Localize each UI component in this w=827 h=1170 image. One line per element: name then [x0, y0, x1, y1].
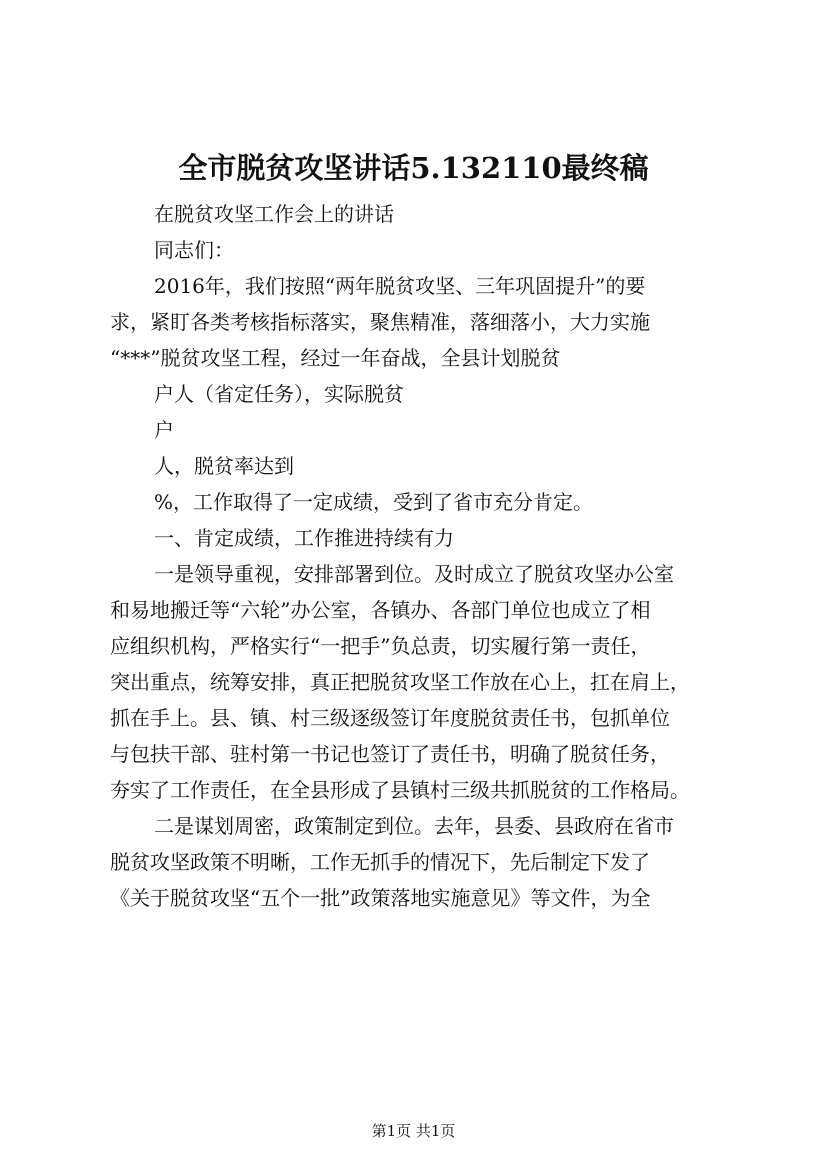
body-line: 夯实了工作责任，在全县形成了县镇村三级共抓脱贫的工作格局。 — [110, 778, 690, 802]
body-line: %，工作取得了一定成绩，受到了省市充分肯定。 — [154, 490, 594, 514]
body-line: 2016年，我们按照“两年脱贫攻坚、三年巩固提升”的要 — [154, 274, 646, 298]
body-line: 应组织机构，严格实行“一把手”负总责，切实履行第一责任， — [110, 634, 651, 658]
body-line: 《关于脱贫攻坚“五个一批”政策落地实施意见》等文件，为全 — [110, 886, 651, 910]
body-line: 与包扶干部、驻村第一书记也签订了责任书，明确了脱贫任务， — [110, 742, 670, 766]
body-line: 在脱贫攻坚工作会上的讲话 — [154, 202, 394, 226]
body-line: 一、肯定成绩，工作推进持续有力 — [154, 526, 454, 550]
page-footer: 第1页 共1页 — [371, 1122, 456, 1140]
body-line: “***”脱贫攻坚工程，经过一年奋战，全县计划脱贫 — [110, 346, 561, 370]
body-line: 二是谋划周密，政策制定到位。去年，县委、县政府在省市 — [154, 814, 674, 838]
document-body — [110, 196, 735, 916]
document-title: 全市脱贫攻坚讲话5.132110最终稿 — [178, 151, 649, 185]
body-line: 突出重点，统筹安排，真正把脱贫攻坚工作放在心上，扛在肩上， — [110, 670, 690, 694]
body-line: 一是领导重视，安排部署到位。及时成立了脱贫攻坚办公室 — [154, 562, 674, 586]
body-line: 户人（省定任务），实际脱贫 — [154, 382, 404, 406]
body-line: 和易地搬迁等“六轮”办公室，各镇办、各部门单位也成立了相 — [110, 598, 651, 622]
body-line: 脱贫攻坚政策不明晰，工作无抓手的情况下，先后制定下发了 — [110, 850, 650, 874]
body-line: 户 — [154, 418, 174, 442]
body-line: 人，脱贫率达到 — [154, 454, 294, 478]
body-line: 同志们： — [154, 238, 234, 262]
body-line: 抓在手上。县、镇、村三级逐级签订年度脱贫责任书，包抓单位 — [110, 706, 670, 730]
body-line: 求，紧盯各类考核指标落实，聚焦精准，落细落小，大力实施 — [110, 310, 650, 334]
